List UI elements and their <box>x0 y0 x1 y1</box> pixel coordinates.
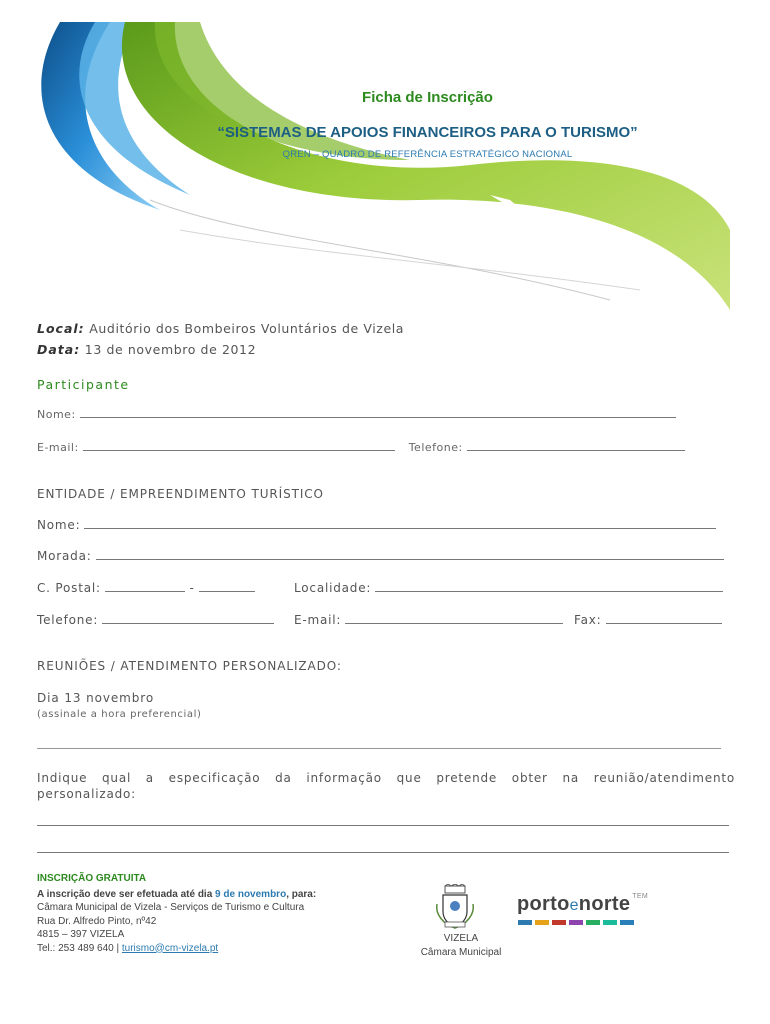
footer-phone: Tel.: 253 489 640 | <box>37 942 122 954</box>
entity-name-label: Nome: <box>37 518 81 532</box>
meeting-answer-line-1[interactable] <box>37 825 729 826</box>
meeting-answer-line-2[interactable] <box>37 852 729 853</box>
footer-contact <box>37 942 316 956</box>
logo-tm: TEM <box>632 893 648 900</box>
header-swoosh-graphic <box>0 0 770 330</box>
entity-postal-field-a[interactable] <box>105 581 185 592</box>
crest-label-2: Câmara Municipal <box>420 946 502 958</box>
entity-postal-row <box>37 581 255 595</box>
entity-email-label: E-mail: <box>294 613 342 627</box>
footer-address-3: 4815 – 397 VIZELA <box>37 929 125 940</box>
date-value: 13 de novembro de 2012 <box>80 342 257 357</box>
participant-name-field[interactable] <box>80 407 676 418</box>
deadline-date: 9 de novembro <box>215 888 287 900</box>
entity-fax-row <box>574 613 722 627</box>
entity-phone-label: Telefone: <box>37 613 99 627</box>
logo-e: e <box>569 897 579 914</box>
participant-email-label: E-mail: <box>37 441 79 454</box>
form-title: Ficha de Inscrição <box>362 89 493 106</box>
logo-color-strip <box>518 920 636 926</box>
footer-deadline <box>37 888 316 902</box>
entity-locality-field[interactable] <box>375 581 723 592</box>
date-label: Data: <box>37 342 81 357</box>
program-name: QREN – QUADRO DE REFERÊNCIA ESTRATÉGICO NACIONAL <box>282 149 573 160</box>
meeting-hour-field[interactable] <box>37 748 721 749</box>
participant-phone-field[interactable] <box>467 440 685 451</box>
footer-address-2: Rua Dr. Alfredo Pinto, nº42 <box>37 915 157 927</box>
event-date <box>37 342 256 357</box>
deadline-pre: A inscrição deve ser efetuada até dia <box>37 888 216 900</box>
crest-label-1: VIZELA <box>443 933 479 944</box>
entity-locality-label: Localidade: <box>294 581 372 595</box>
meeting-question: Indique qual a especificação da informação que pretende obter na reunião/atendimento personalizado: <box>37 771 735 801</box>
deadline-post: , para: <box>286 888 317 900</box>
participant-name-label: Nome: <box>37 408 76 421</box>
vizela-crest-icon <box>433 884 477 932</box>
entity-email-row <box>294 613 563 627</box>
footer-email-link[interactable]: turismo@cm-vizela.pt <box>121 942 219 954</box>
entity-phone-field[interactable] <box>102 613 274 624</box>
participant-section-title: Participante <box>37 377 130 392</box>
footer-address-1: Câmara Municipal de Vizela - Serviços de Turismo e Cultura <box>37 902 305 913</box>
footer-heading: INSCRIÇÃO GRATUITA <box>37 873 147 884</box>
event-subtitle: “SISTEMAS DE APOIOS FINANCEIROS PARA O TURISMO” <box>217 124 638 141</box>
entity-locality-row <box>294 581 723 595</box>
entity-fax-label: Fax: <box>574 613 602 627</box>
entity-fax-field[interactable] <box>606 613 722 624</box>
entity-postal-sep: - <box>189 581 195 595</box>
entity-address-field[interactable] <box>96 549 724 560</box>
event-local <box>37 321 404 336</box>
entity-email-field[interactable] <box>345 613 563 624</box>
meeting-day: Dia 13 novembro <box>37 691 155 705</box>
entity-address-row <box>37 549 724 563</box>
entity-postal-field-b[interactable] <box>199 581 255 592</box>
logo-norte: norte <box>578 893 631 915</box>
entity-phone-row <box>37 613 274 627</box>
entity-postal-label: C. Postal: <box>37 581 101 595</box>
participant-phone-label: Telefone: <box>408 441 463 454</box>
porto-e-norte-logo <box>517 893 648 916</box>
participant-email-field[interactable] <box>83 440 395 451</box>
participant-name-row <box>37 407 676 421</box>
footer-info <box>37 872 316 955</box>
meetings-section-title: REUNIÕES / ATENDIMENTO PERSONALIZADO: <box>37 659 342 673</box>
participant-contact-row <box>37 440 685 454</box>
entity-address-label: Morada: <box>37 549 92 563</box>
logo-porto: porto <box>517 893 570 915</box>
entity-section-title: ENTIDADE / EMPREENDIMENTO TURÍSTICO <box>37 487 324 501</box>
entity-name-row <box>37 518 716 532</box>
local-value: Auditório dos Bombeiros Voluntários de Vizela <box>84 321 405 336</box>
entity-name-field[interactable] <box>84 518 716 529</box>
crest-label <box>405 932 517 959</box>
meeting-day-note: (assinale a hora preferencial) <box>37 709 202 720</box>
local-label: Local: <box>37 321 85 336</box>
